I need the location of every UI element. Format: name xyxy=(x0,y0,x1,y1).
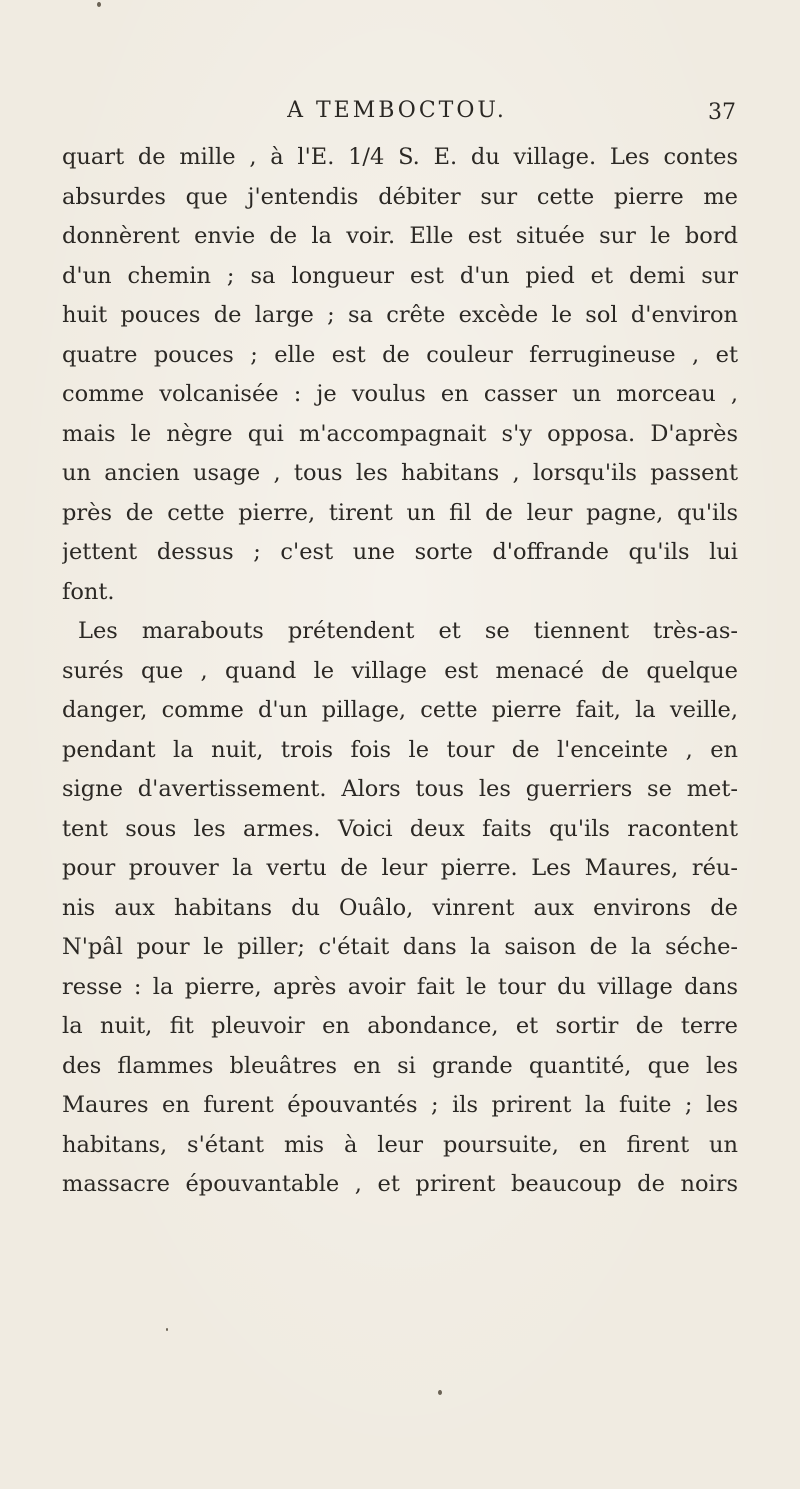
paper-speck xyxy=(438,1390,442,1395)
text-line: nis aux habitans du Ouâlo, vinrent aux environs de xyxy=(62,894,738,921)
body-text xyxy=(62,138,738,1205)
text-line: quatre pouces ; elle est de couleur ferrugineuse , et xyxy=(62,341,738,368)
text-line: Les marabouts prétendent et se tiennent très-as- xyxy=(78,618,738,644)
text-line: resse : la pierre, après avoir fait le tour du village dans xyxy=(62,973,738,1000)
paper-speck xyxy=(166,1328,168,1331)
text-line: danger, comme d'un pillage, cette pierre fait, la veille, xyxy=(62,697,738,723)
text-line: comme volcanisée : je voulus en casser un morceau , xyxy=(62,381,738,407)
text-line: tent sous les armes. Voici deux faits qu'ils racontent xyxy=(62,815,738,842)
text-line: pour prouver la vertu de leur pierre. Les Maures, réu- xyxy=(62,855,738,881)
text-line: un ancien usage , tous les habitans , lorsqu'ils passent xyxy=(62,460,738,486)
page-number: 37 xyxy=(708,100,736,125)
text-line: pendant la nuit, trois fois le tour de l'enceinte , en xyxy=(62,736,738,763)
text-line: des flammes bleuâtres en si grande quantité, que les xyxy=(62,1052,738,1079)
text-line: Maures en furent épouvantés ; ils prirent la fuite ; les xyxy=(62,1092,738,1118)
text-line: surés que , quand le village est menacé de quelque xyxy=(62,657,738,684)
text-line: la nuit, fit pleuvoir en abondance, et sortir de terre xyxy=(62,1013,738,1039)
text-line: font. xyxy=(62,578,115,605)
text-line: N'pâl pour le piller; c'était dans la saison de la séche- xyxy=(62,934,738,960)
paper-speck xyxy=(97,2,101,7)
text-line: jettent dessus ; c'est une sorte d'offrande qu'ils lui xyxy=(62,539,738,565)
running-head xyxy=(62,98,736,134)
text-line: mais le nègre qui m'accompagnait s'y opposa. D'après xyxy=(62,420,738,447)
text-line: habitans, s'étant mis à leur poursuite, en firent un xyxy=(62,1131,738,1158)
text-line: signe d'avertissement. Alors tous les guerriers se met- xyxy=(62,776,738,802)
text-line: absurdes que j'entendis débiter sur cette pierre me xyxy=(62,183,738,210)
text-line: près de cette pierre, tirent un fil de leur pagne, qu'ils xyxy=(62,499,738,526)
text-line: donnèrent envie de la voir. Elle est située sur le bord xyxy=(62,223,738,249)
text-line: quart de mille , à l'E. 1/4 S. E. du village. Les contes xyxy=(62,144,738,170)
running-title: A TEMBOCTOU. xyxy=(287,98,507,123)
text-line: massacre épouvantable , et prirent beaucoup de noirs xyxy=(62,1171,738,1197)
text-line: huit pouces de large ; sa crête excède le sol d'environ xyxy=(62,302,738,328)
text-line: d'un chemin ; sa longueur est d'un pied et demi sur xyxy=(62,262,738,289)
